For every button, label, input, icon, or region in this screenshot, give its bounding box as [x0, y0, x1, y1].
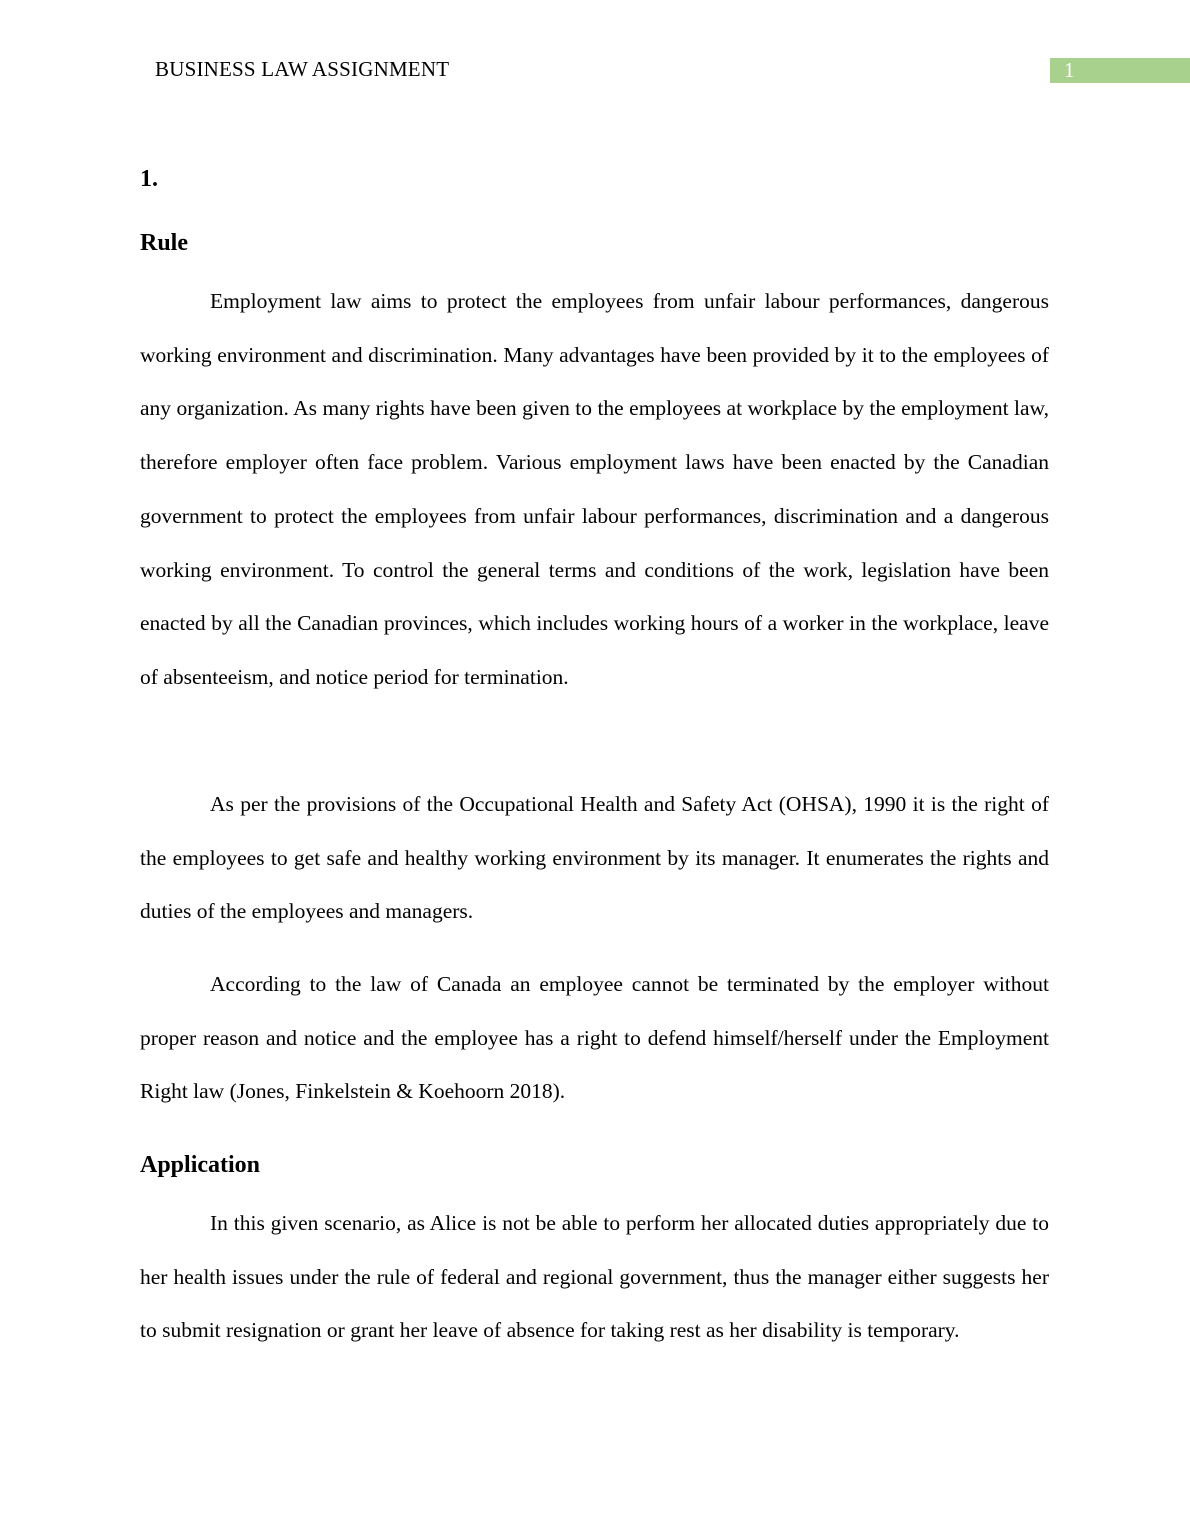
rule-paragraph-1: Employment law aims to protect the employees from unfair labour performances, dangerous working environment and discrimination. Many advantages have been provided by it to the employees of any organization. As many rights have been given to the employees at workplace by the employment law, therefore employer often face problem. Various employment laws have been enacted by the Canadian government to protect the employees from unfair labour performances, discrimination and a dangerous working environment. To control the general terms and conditions of the work, legislation have been enacted by all the Canadian provinces, which includes working hours of a worker in the workplace, leave of absenteeism, and notice period for termination.: [140, 289, 1049, 689]
application-heading: Application: [140, 1152, 261, 1178]
section-number: 1.: [140, 166, 158, 192]
rule-paragraph-3: According to the law of Canada an employee cannot be terminated by the employer without proper reason and notice and the employee has a right to defend himself/herself under the Employment Right law (Jones, Finkelstein & Koehoorn 2018).: [140, 972, 1049, 1104]
rule-paragraph-2: As per the provisions of the Occupational Health and Safety Act (OHSA), 1990 it is the right of the employees to get safe and healthy working environment by its manager. It enumerates the rights and duties of the employees and managers.: [140, 792, 1049, 924]
running-header-title: BUSINESS LAW ASSIGNMENT: [155, 57, 450, 81]
page-number: 1: [1064, 58, 1075, 82]
rule-heading: Rule: [140, 230, 188, 256]
application-paragraph-1: In this given scenario, as Alice is not be able to perform her allocated duties appropriately due to her health issues under the rule of federal and regional government, thus the manager either suggests her to submit resignation or grant her leave of absence for taking rest as her disability is temporary.: [140, 1211, 1049, 1343]
